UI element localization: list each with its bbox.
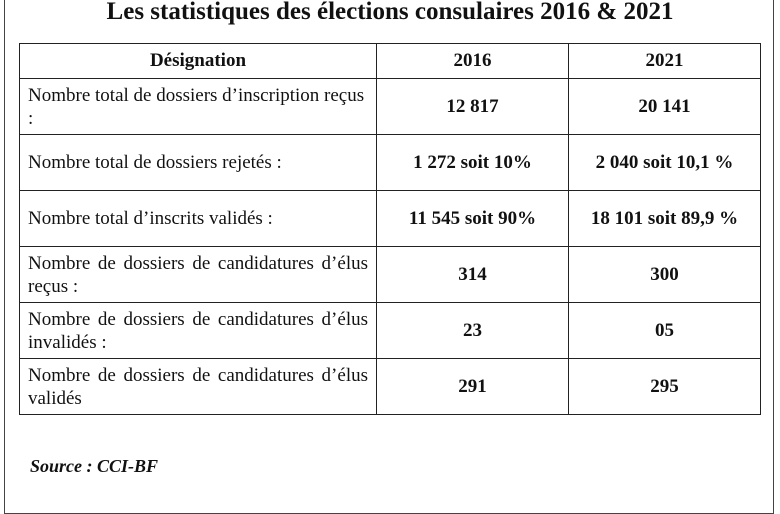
table-row <box>20 135 761 191</box>
value-2021: 20 141 <box>569 79 761 135</box>
header-2016: 2016 <box>377 44 569 79</box>
value-2021: 05 <box>569 303 761 359</box>
value-2016: 12 817 <box>377 79 569 135</box>
table-row <box>20 303 761 359</box>
value-2021: 18 101 soit 89,9 % <box>569 191 761 247</box>
row-label: Nombre de dossiers de candidatures d’élus validés <box>20 359 377 415</box>
row-label: Nombre total d’inscrits validés : <box>20 191 377 247</box>
row-label: Nombre de dossiers de candidatures d’élus invalidés : <box>20 303 377 359</box>
row-label: Nombre total de dossiers rejetés : <box>20 135 377 191</box>
value-2021: 300 <box>569 247 761 303</box>
source-note: Source : CCI-BF <box>30 456 159 476</box>
statistics-table <box>19 43 761 415</box>
header-2021: 2021 <box>569 44 761 79</box>
table-row <box>20 191 761 247</box>
table-row <box>20 359 761 415</box>
row-label: Nombre de dossiers de candidatures d’élus reçus : <box>20 247 377 303</box>
value-2021: 295 <box>569 359 761 415</box>
page-title: Les statistiques des élections consulaires 2016 & 2021 <box>106 0 674 25</box>
value-2016: 1 272 soit 10% <box>377 135 569 191</box>
value-2016: 314 <box>377 247 569 303</box>
table-header-row <box>20 44 761 79</box>
value-2016: 23 <box>377 303 569 359</box>
value-2016: 11 545 soit 90% <box>377 191 569 247</box>
table-row <box>20 247 761 303</box>
value-2021: 2 040 soit 10,1 % <box>569 135 761 191</box>
value-2016: 291 <box>377 359 569 415</box>
row-label: Nombre total de dossiers d’inscription reçus : <box>20 79 377 135</box>
table-row <box>20 79 761 135</box>
header-designation: Désignation <box>20 44 377 79</box>
